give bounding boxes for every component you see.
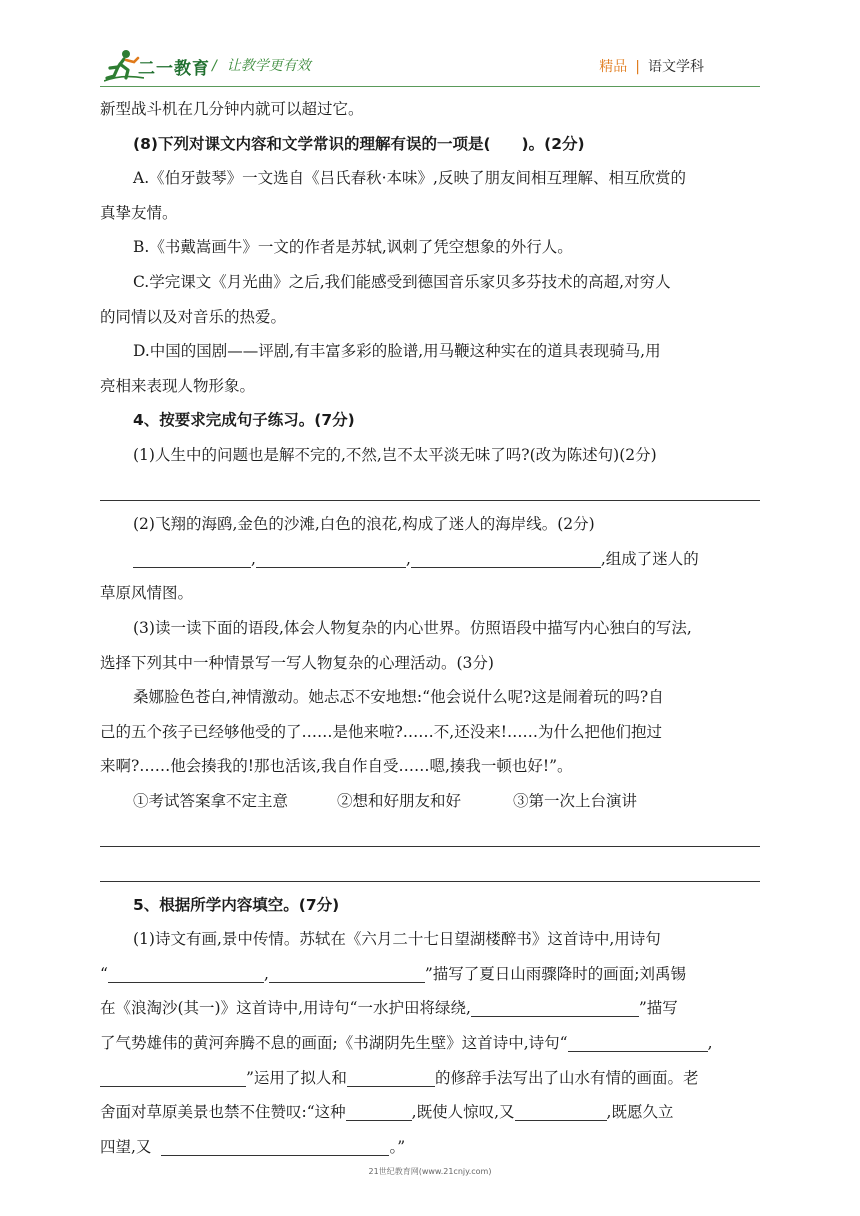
fill-line: 四望,又 。”	[100, 1137, 406, 1156]
subject-label: 语文学科	[648, 59, 704, 75]
document-body	[100, 92, 760, 1164]
fill-line: 了气势雄伟的黄河奔腾不息的画面;《书湖阴先生壁》这首诗中,诗句“ ,	[100, 1034, 713, 1053]
fill-blank[interactable]	[346, 1102, 412, 1121]
header-right	[599, 56, 704, 76]
fill-blank[interactable]	[108, 964, 264, 983]
fill-blank[interactable]	[515, 1102, 607, 1121]
fill-blank[interactable]	[133, 549, 251, 568]
question-4-1: (1)人生中的问题也是解不完的,不然,岂不太平淡无味了吗?(改为陈述句)(2分)	[133, 445, 657, 464]
fill-blank[interactable]	[471, 998, 639, 1017]
fill-blank[interactable]	[411, 549, 601, 568]
fill-line: 在《浪淘沙(其一)》这首诗中,用诗句“一水护田将绿绕, ”描写	[100, 999, 678, 1018]
option-d-cont: 亮相来表现人物形象。	[100, 376, 256, 395]
fill-blank[interactable]	[161, 1137, 389, 1156]
passage-line: 己的五个孩子已经够他受的了……是他来啦?……不,还没来!……为什么把他们抱过	[100, 722, 662, 741]
option-a: A.《伯牙鼓琴》一文选自《吕氏春秋·本味》,反映了朋友间相互理解、相互欣赏的	[133, 169, 686, 188]
option-b: B.《书戴嵩画牛》一文的作者是苏轼,讽刺了凭空想象的外行人。	[133, 238, 573, 257]
option-d: D.中国的国剧——评剧,有丰富多彩的脸谱,用马鞭这种实在的道具表现骑马,用	[133, 342, 661, 361]
question-8-title: (8)下列对课文内容和文学常识的理解有误的一项是( )。(2分)	[133, 134, 585, 153]
answer-area	[100, 818, 760, 853]
fill-blank[interactable]	[256, 549, 406, 568]
logo-text: 二一教育	[138, 59, 210, 79]
fill-line: , , ,组成了迷人的	[100, 542, 760, 577]
scenario-options	[100, 784, 760, 819]
section-4-title: 4、按要求完成句子练习。(7分)	[133, 411, 355, 430]
text-line: 草原风情图。	[100, 584, 194, 603]
scenario-option-2: ②想和好朋友和好	[337, 791, 462, 810]
answer-line[interactable]	[100, 881, 760, 882]
fill-line: ”运用了拟人和 的修辞手法写出了山水有情的画面。老	[100, 1061, 760, 1096]
answer-area	[100, 853, 760, 888]
text-line: 新型战斗机在几分钟内就可以超过它。	[100, 100, 364, 118]
fill-blank[interactable]	[100, 1068, 246, 1087]
option-a-cont: 真挚友情。	[100, 203, 178, 222]
page-footer: 21世纪教育网(www.21cnjy.com)	[368, 1167, 492, 1176]
fill-line: 舍面对草原美景也禁不住赞叹:“这种 ,既使人惊叹,又 ,既愿久立	[100, 1103, 674, 1122]
header-separator: |	[635, 59, 640, 75]
slogan-text: 让教学更有效	[226, 58, 311, 74]
question-5-1: (1)诗文有画,景中传情。苏轼在《六月二十七日望湖楼醉书》这首诗中,用诗句	[133, 930, 661, 949]
fill-line: “ , ”描写了夏日山雨骤降时的画面;刘禹锡	[100, 964, 687, 983]
fill-blank[interactable]	[568, 1033, 708, 1052]
quality-label: 精品	[599, 59, 628, 75]
page-header	[100, 46, 760, 86]
slogan: / 让教学更有效	[212, 58, 311, 74]
option-c: C.学完课文《月光曲》之后,我们能感受到德国音乐家贝多芬技术的高超,对穷人	[133, 272, 671, 291]
answer-line[interactable]	[100, 500, 760, 501]
question-4-2: (2)飞翔的海鸥,金色的沙滩,白色的浪花,构成了迷人的海岸线。(2分)	[133, 515, 595, 534]
answer-line[interactable]	[100, 846, 760, 847]
question-4-3: (3)读一读下面的语段,体会人物复杂的内心世界。仿照语段中描写内心独白的写法,	[133, 618, 692, 637]
header-divider	[100, 86, 760, 87]
passage-line: 来啊?……他会揍我的!那也活该,我自作自受……嗯,揍我一顿也好!”。	[100, 757, 573, 776]
section-5-title: 5、根据所学内容填空。(7分)	[133, 895, 340, 914]
answer-area	[100, 473, 760, 508]
fill-blank[interactable]	[269, 964, 425, 983]
question-4-3-cont: 选择下列其中一种情景写一写人物复杂的心理活动。(3分)	[100, 653, 494, 672]
option-c-cont: 的同情以及对音乐的热爱。	[100, 307, 287, 326]
passage-line: 桑娜脸色苍白,神情激动。她忐忑不安地想:“他会说什么呢?这是闹着玩的吗?自	[133, 688, 664, 707]
scenario-option-3: ③第一次上台演讲	[513, 791, 638, 810]
scenario-option-1: ①考试答案拿不定主意	[133, 791, 289, 810]
fill-blank[interactable]	[347, 1068, 435, 1087]
